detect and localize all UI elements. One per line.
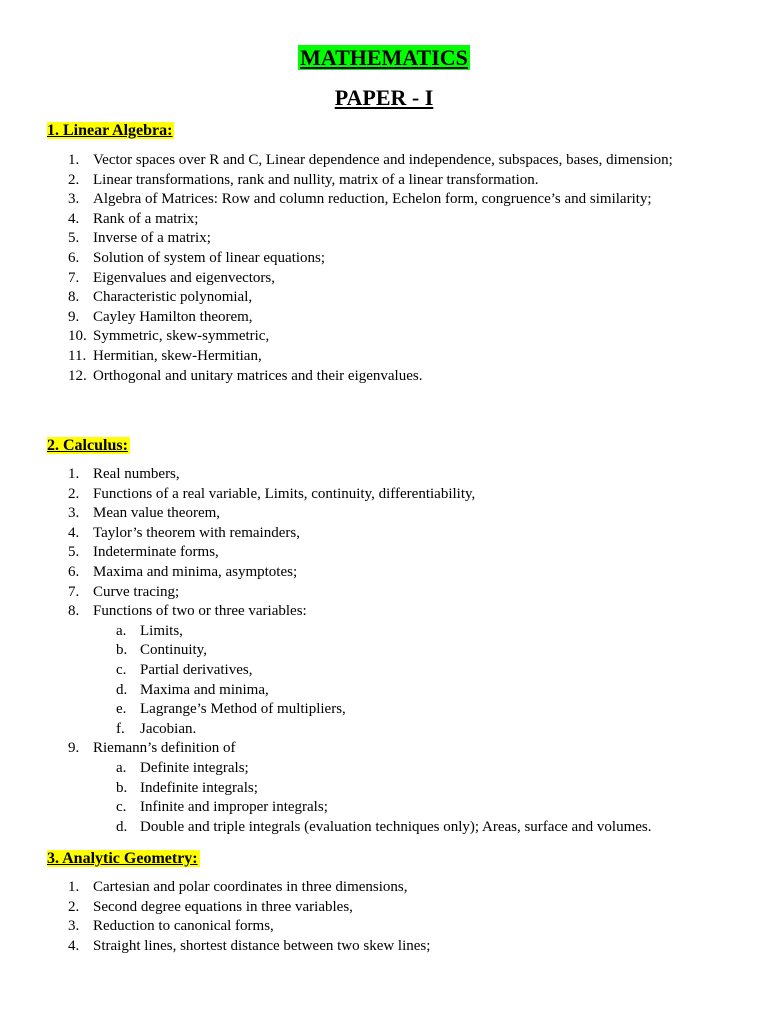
- sub-list-item: [0, 779, 768, 799]
- section-heading-linear-algebra: 1. Linear Algebra:: [47, 122, 173, 139]
- list-item-number: c.: [116, 661, 127, 678]
- list-item-text: Definite integrals;: [140, 759, 249, 776]
- list-item-text: Curve tracing;: [93, 583, 180, 600]
- list-item: [0, 898, 768, 918]
- list-item: [0, 190, 768, 210]
- list-item: [0, 739, 768, 759]
- list-item-text: Solution of system of linear equations;: [93, 249, 326, 266]
- list-item-number: 4.: [68, 524, 80, 541]
- list-item-text: Indefinite integrals;: [140, 779, 258, 796]
- list-item-text: Mean value theorem,: [93, 505, 221, 522]
- list-item-text: Functions of two or three variables:: [93, 603, 307, 620]
- sub-list-item: [0, 759, 768, 779]
- list-item: [0, 308, 768, 328]
- document-title: [0, 44, 768, 72]
- list-item-number: 7.: [68, 583, 80, 600]
- list-item-number: e.: [116, 701, 127, 718]
- list-item-text: Maxima and minima, asymptotes;: [93, 563, 298, 580]
- list-item-number: 10.: [68, 328, 87, 345]
- list-item-text: Vector spaces over R and C, Linear dependence and independence, subspaces, bases, dimension;: [93, 152, 673, 168]
- list-item-text: Hermitian, skew-Hermitian,: [93, 347, 262, 364]
- list-item-number: 7.: [68, 269, 80, 286]
- list-item: [0, 171, 768, 191]
- section-list-calculus: [0, 465, 768, 837]
- sub-list-item: [0, 818, 768, 838]
- section-list-analytic-geometry: [0, 878, 768, 956]
- section-list-linear-algebra: [0, 151, 768, 386]
- list-item-number: 9.: [68, 740, 80, 757]
- list-item-number: 4.: [68, 210, 80, 227]
- list-item-text: Eigenvalues and eigenvectors,: [93, 269, 276, 286]
- list-item: [0, 347, 768, 367]
- list-item-text: Infinite and improper integrals;: [140, 799, 328, 816]
- list-item-number: 1.: [68, 152, 80, 168]
- list-item-number: 3.: [68, 505, 80, 522]
- list-item-text: Characteristic polynomial,: [93, 289, 253, 306]
- list-item-number: 5.: [68, 544, 80, 561]
- list-item: [0, 878, 768, 898]
- list-item: [0, 327, 768, 347]
- sub-list-item: [0, 720, 768, 740]
- list-item-number: 5.: [68, 230, 80, 247]
- list-item-number: 3.: [68, 918, 80, 935]
- list-item-text: Limits,: [140, 622, 183, 639]
- list-item-text: Second degree equations in three variables,: [93, 898, 353, 915]
- list-item-number: 8.: [68, 603, 80, 620]
- paper-heading: PAPER - I: [334, 85, 434, 110]
- list-item: [0, 210, 768, 230]
- list-item-number: 2.: [68, 898, 80, 915]
- section-heading-analytic-geometry: 3. Analytic Geometry:: [47, 850, 198, 867]
- list-item-number: 9.: [68, 308, 80, 325]
- list-item-number: 12.: [68, 367, 87, 384]
- list-item-number: 2.: [68, 485, 80, 502]
- list-item-number: 2.: [68, 171, 80, 188]
- list-item-text: Riemann’s definition of: [93, 740, 236, 757]
- sub-list-item: [0, 681, 768, 701]
- list-item-number: c.: [116, 799, 127, 816]
- list-item: [0, 485, 768, 505]
- list-item-number: b.: [116, 779, 128, 796]
- list-item: [0, 524, 768, 544]
- list-item-text: Orthogonal and unitary matrices and their eigenvalues.: [93, 367, 423, 384]
- list-item-number: f.: [116, 720, 125, 737]
- list-item-number: 11.: [68, 347, 87, 364]
- list-item-text: Maxima and minima,: [140, 681, 269, 698]
- list-item-text: Real numbers,: [93, 466, 180, 482]
- list-item: [0, 288, 768, 308]
- list-item-text: Algebra of Matrices: Row and column reduction, Echelon form, congruence’s and similarity;: [93, 191, 652, 208]
- list-item-text: Partial derivatives,: [140, 661, 253, 678]
- list-item: [0, 465, 768, 485]
- list-item: [0, 602, 768, 622]
- list-item: [0, 917, 768, 937]
- list-item-number: 3.: [68, 191, 80, 208]
- list-item-number: 8.: [68, 289, 80, 306]
- list-item: [0, 937, 768, 957]
- sub-list-item: [0, 798, 768, 818]
- list-item-text: Taylor’s theorem with remainders,: [93, 524, 300, 541]
- list-item-number: d.: [116, 818, 128, 835]
- section-heading-calculus: 2. Calculus:: [47, 437, 128, 454]
- list-item-number: 1.: [68, 879, 80, 895]
- list-item: [0, 249, 768, 269]
- list-item-text: Continuity,: [140, 642, 207, 659]
- list-item-text: Reduction to canonical forms,: [93, 918, 274, 935]
- list-item-text: Straight lines, shortest distance between two skew lines;: [93, 937, 431, 954]
- list-item: [0, 151, 768, 171]
- list-item-text: Cartesian and polar coordinates in three dimensions,: [93, 879, 408, 895]
- list-item-text: Rank of a matrix;: [93, 210, 199, 227]
- list-item-text: Jacobian.: [140, 720, 197, 737]
- sub-list-item: [0, 661, 768, 681]
- list-item-number: 6.: [68, 563, 80, 580]
- list-item: [0, 563, 768, 583]
- list-item-number: 4.: [68, 937, 80, 954]
- list-item-text: Cayley Hamilton theorem,: [93, 308, 253, 325]
- list-item-number: 6.: [68, 249, 80, 266]
- list-item-text: Inverse of a matrix;: [93, 230, 211, 247]
- list-item-number: b.: [116, 642, 128, 659]
- list-item-text: Linear transformations, rank and nullity, matrix of a linear transformation.: [93, 171, 539, 188]
- list-item-number: a.: [116, 622, 127, 639]
- list-item-number: d.: [116, 681, 128, 698]
- document-title-text: MATHEMATICS: [300, 45, 468, 70]
- list-item: [0, 229, 768, 249]
- list-item-text: Lagrange’s Method of multipliers,: [140, 701, 346, 718]
- list-item: [0, 583, 768, 603]
- list-item: [0, 367, 768, 387]
- list-item: [0, 504, 768, 524]
- list-item-number: a.: [116, 759, 127, 776]
- list-item: [0, 269, 768, 289]
- list-item-text: Symmetric, skew-symmetric,: [93, 328, 270, 345]
- list-item-text: Double and triple integrals (evaluation techniques only); Areas, surface and volumes.: [140, 818, 652, 835]
- list-item: [0, 543, 768, 563]
- sub-list-item: [0, 641, 768, 661]
- list-item-text: Indeterminate forms,: [93, 544, 219, 561]
- list-item-number: 1.: [68, 466, 80, 482]
- sub-list-item: [0, 622, 768, 642]
- sub-list-item: [0, 700, 768, 720]
- list-item-text: Functions of a real variable, Limits, continuity, differentiability,: [93, 485, 476, 502]
